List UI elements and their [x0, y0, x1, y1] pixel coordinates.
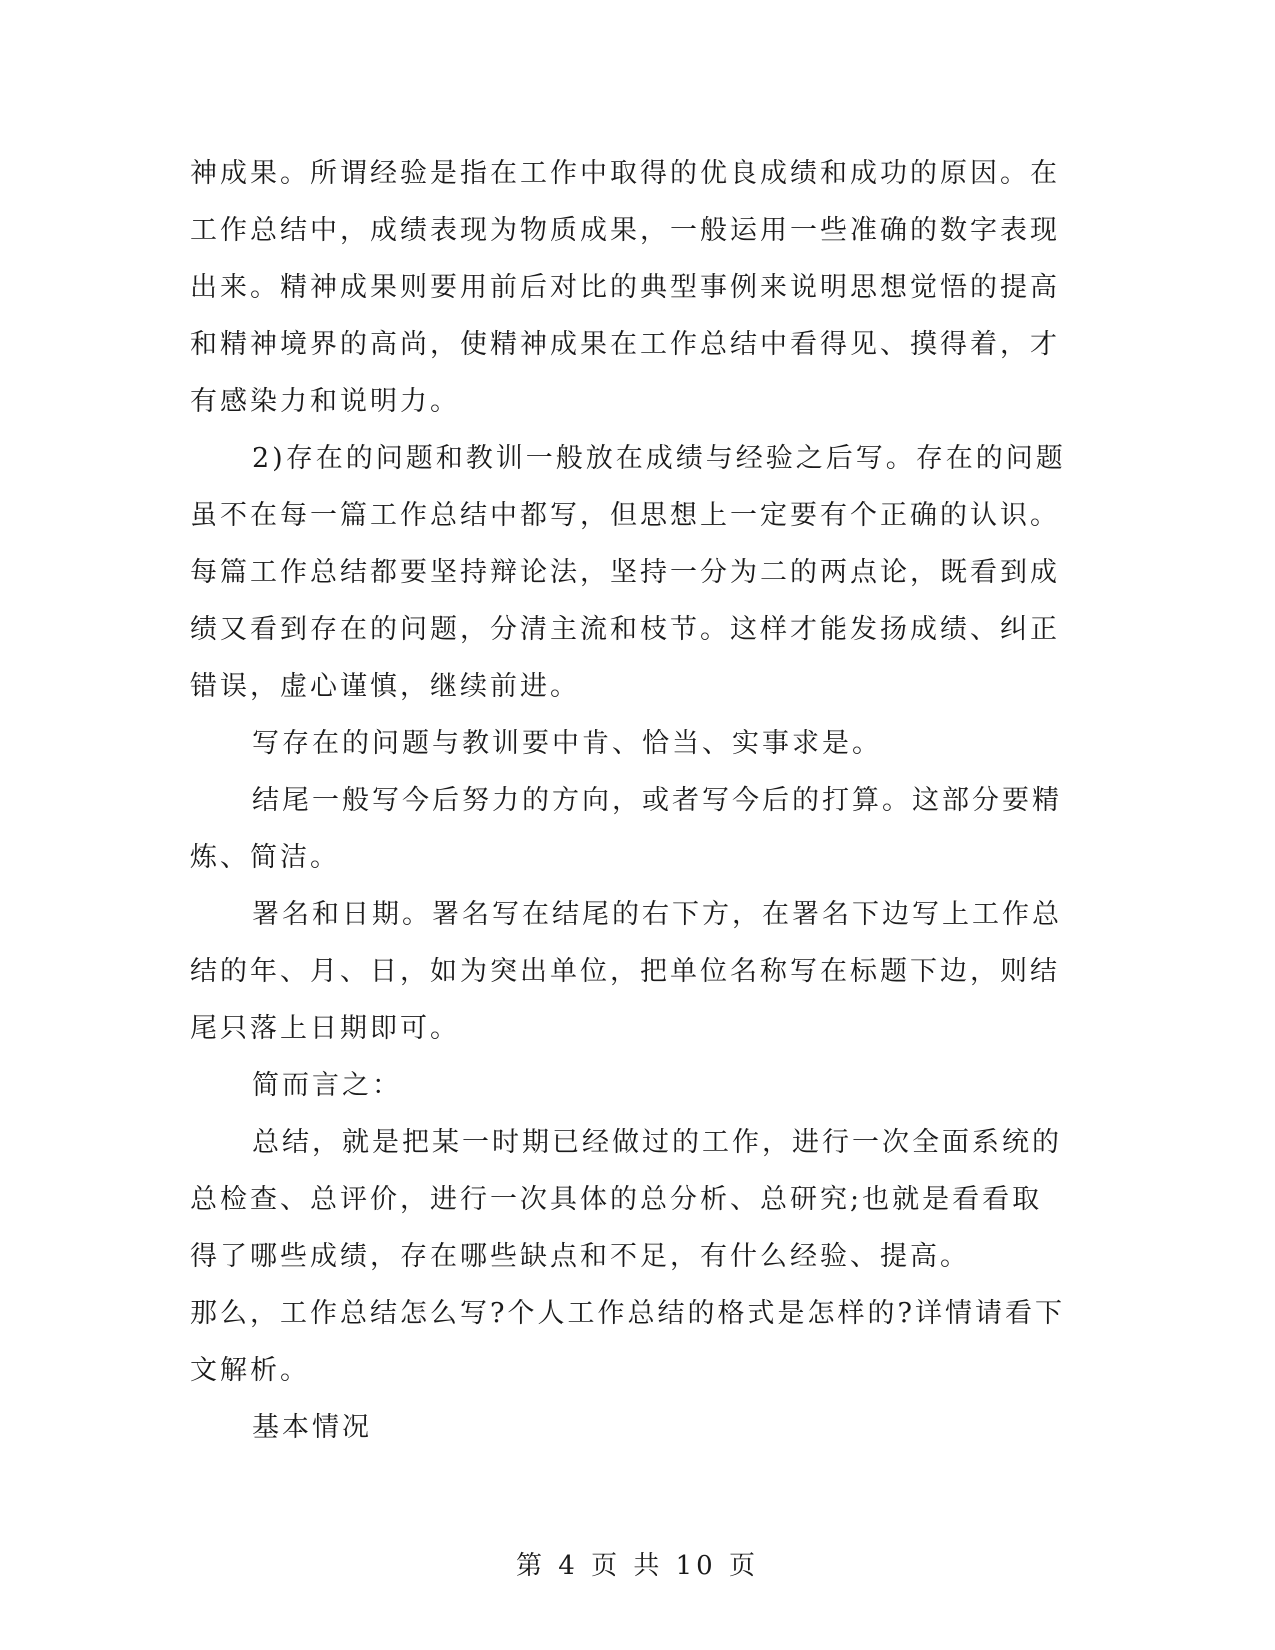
paragraph-problems-lessons: 2)存在的问题和教训一般放在成绩与经验之后写。存在的问题虽不在每一篇工作总结中都写，但思想上一定要有个正确的认识。每篇工作总结都要坚持辩论法，坚持一分为二的两点论，既看到成绩又看到存在的问题，分清主流和枝节。这样才能发扬成绩、纠正错误，虚心谨慎，继续前进。: [190, 443, 1066, 702]
paragraph-in-short: 简而言之：: [252, 1070, 402, 1101]
paragraph-basic-situation: 基本情况: [252, 1412, 372, 1443]
paragraph-how-to-write: 那么，工作总结怎么写?个人工作总结的格式是怎样的?详情请看下文解析。: [190, 1298, 1065, 1386]
page-number-footer: 第 4 页 共 10 页: [516, 1551, 759, 1581]
paragraph-summary-definition: 总结，就是把某一时期已经做过的工作，进行一次全面系统的总检查、总评价，进行一次具体的总分析、总研究;也就是看看取得了哪些成绩，存在哪些缺点和不足，有什么经验、提高。: [190, 1127, 1062, 1272]
paragraph-signature-date: 署名和日期。署名写在结尾的右下方，在署名下边写上工作总结的年、月、日，如为突出单位，把单位名称写在标题下边，则结尾只落上日期即可。: [190, 899, 1062, 1044]
paragraph-achievements: 神成果。所谓经验是指在工作中取得的优良成绩和成功的原因。在工作总结中，成绩表现为物质成果，一般运用一些准确的数字表现出来。精神成果则要用前后对比的典型事例来说明思想觉悟的提高和精神境界的高尚，使精神成果在工作总结中看得见、摸得着，才有感染力和说明力。: [190, 158, 1060, 417]
document-body: [190, 145, 1070, 1456]
paragraph-ending: 结尾一般写今后努力的方向，或者写今后的打算。这部分要精炼、简洁。: [190, 785, 1062, 873]
paragraph-writing-problems: 写存在的问题与教训要中肯、恰当、实事求是。: [252, 728, 882, 759]
